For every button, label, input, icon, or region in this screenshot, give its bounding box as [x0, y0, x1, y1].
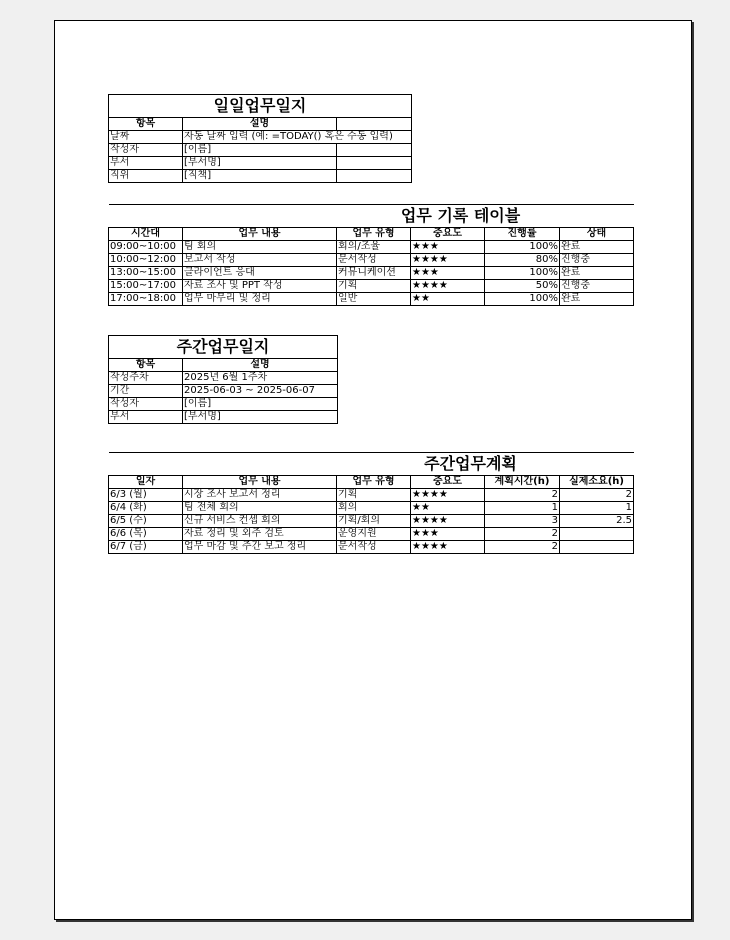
- table-row: [109, 144, 412, 157]
- cell[interactable]: [부서명]: [183, 157, 337, 170]
- column-header: 항목: [109, 118, 183, 131]
- cell[interactable]: 100%: [485, 293, 560, 306]
- cell[interactable]: ★★★★: [411, 489, 485, 502]
- column-header: 중요도: [411, 228, 485, 241]
- column-header: 중요도: [411, 476, 485, 489]
- table-row: [109, 541, 634, 554]
- cell[interactable]: 문서작성: [337, 254, 411, 267]
- column-header: 업무 내용: [183, 228, 337, 241]
- cell[interactable]: 3: [485, 515, 560, 528]
- cell[interactable]: [560, 541, 634, 554]
- column-header: 업무 내용: [183, 476, 337, 489]
- cell[interactable]: 완료: [560, 293, 634, 306]
- cell[interactable]: ★★: [411, 502, 485, 515]
- cell[interactable]: ★★★★: [411, 541, 485, 554]
- cell[interactable]: [부서명]: [183, 411, 338, 424]
- column-header: 실제소요(h): [560, 476, 634, 489]
- cell[interactable]: 1: [485, 502, 560, 515]
- table-row: [109, 489, 634, 502]
- cell[interactable]: 보고서 작성: [183, 254, 337, 267]
- cell[interactable]: 2.5: [560, 515, 634, 528]
- cell[interactable]: 진행중: [560, 254, 634, 267]
- cell[interactable]: 기획/회의: [337, 515, 411, 528]
- cell[interactable]: 6/6 (목): [109, 528, 183, 541]
- daily-log-title: 일일업무일지: [109, 95, 412, 118]
- cell[interactable]: 기간: [109, 385, 183, 398]
- cell[interactable]: 팀 전체 회의: [183, 502, 337, 515]
- cell[interactable]: 작성주차: [109, 372, 183, 385]
- cell[interactable]: 09:00~10:00: [109, 241, 183, 254]
- column-header: 계획시간(h): [485, 476, 560, 489]
- cell[interactable]: [560, 528, 634, 541]
- cell[interactable]: 80%: [485, 254, 560, 267]
- cell[interactable]: 2: [485, 528, 560, 541]
- cell[interactable]: 직위: [109, 170, 183, 183]
- cell[interactable]: 자동 날짜 입력 (예: =TODAY() 혹은 수동 입력): [183, 131, 412, 144]
- cell[interactable]: 업무 마무리 및 정리: [183, 293, 337, 306]
- cell[interactable]: 클라이언트 응대: [183, 267, 337, 280]
- table-row: [109, 515, 634, 528]
- column-header: 항목: [109, 359, 183, 372]
- table-row: [109, 131, 412, 144]
- cell[interactable]: ★★★: [411, 267, 485, 280]
- cell[interactable]: 2: [560, 489, 634, 502]
- cell[interactable]: 팀 회의: [183, 241, 337, 254]
- cell[interactable]: 작성자: [109, 398, 183, 411]
- cell[interactable]: ★★★★: [411, 515, 485, 528]
- weekly-log-title: 주간업무일지: [109, 336, 338, 359]
- cell[interactable]: 6/3 (월): [109, 489, 183, 502]
- column-header: 업무 유형: [337, 228, 411, 241]
- table-row: [109, 170, 412, 183]
- weekly-log-table: [108, 335, 338, 424]
- table-row: [109, 372, 338, 385]
- cell[interactable]: ★★★: [411, 241, 485, 254]
- column-header: 설명: [183, 359, 338, 372]
- cell[interactable]: 회의: [337, 502, 411, 515]
- column-header: 설명: [183, 118, 337, 131]
- column-header: 업무 유형: [337, 476, 411, 489]
- work-log-table: [108, 204, 634, 306]
- cell[interactable]: [이름]: [183, 398, 338, 411]
- cell[interactable]: 진행중: [560, 280, 634, 293]
- weekly-plan-table: [108, 452, 634, 554]
- cell[interactable]: ★★★★: [411, 280, 485, 293]
- work-log-title: 업무 기록 테이블: [109, 205, 634, 228]
- cell[interactable]: 날짜: [109, 131, 183, 144]
- cell[interactable]: 운영지원: [337, 528, 411, 541]
- spreadsheet-page: [54, 20, 692, 920]
- column-header: 진행률: [485, 228, 560, 241]
- cell[interactable]: 6/7 (금): [109, 541, 183, 554]
- cell[interactable]: 17:00~18:00: [109, 293, 183, 306]
- cell[interactable]: 자료 정리 및 외주 검토: [183, 528, 337, 541]
- cell[interactable]: ★★★: [411, 528, 485, 541]
- table-row: [109, 267, 634, 280]
- cell[interactable]: 13:00~15:00: [109, 267, 183, 280]
- cell[interactable]: ★★★★: [411, 254, 485, 267]
- cell[interactable]: 회의/조율: [337, 241, 411, 254]
- cell[interactable]: [직책]: [183, 170, 337, 183]
- column-header: 상태: [560, 228, 634, 241]
- weekly-plan-title: 주간업무계획: [109, 453, 634, 476]
- cell[interactable]: 부서: [109, 157, 183, 170]
- table-row: [109, 528, 634, 541]
- table-row: [109, 293, 634, 306]
- cell[interactable]: 2025년 6월 1주차: [183, 372, 338, 385]
- cell[interactable]: 100%: [485, 241, 560, 254]
- cell[interactable]: 커뮤니케이션: [337, 267, 411, 280]
- daily-log-table: [108, 94, 412, 183]
- cell[interactable]: 2: [485, 541, 560, 554]
- cell[interactable]: 업무 마감 및 주간 보고 정리: [183, 541, 337, 554]
- cell[interactable]: [이름]: [183, 144, 337, 157]
- cell[interactable]: 부서: [109, 411, 183, 424]
- table-row: [109, 254, 634, 267]
- cell[interactable]: 시장 조사 보고서 정리: [183, 489, 337, 502]
- cell[interactable]: 기획: [337, 280, 411, 293]
- table-row: [109, 411, 338, 424]
- cell[interactable]: 6/5 (수): [109, 515, 183, 528]
- cell[interactable]: 문서작성: [337, 541, 411, 554]
- column-header: 일자: [109, 476, 183, 489]
- cell[interactable]: 신규 서비스 컨셉 회의: [183, 515, 337, 528]
- cell[interactable]: 15:00~17:00: [109, 280, 183, 293]
- table-row: [109, 398, 338, 411]
- table-row: [109, 280, 634, 293]
- table-row: [109, 241, 634, 254]
- cell[interactable]: 10:00~12:00: [109, 254, 183, 267]
- table-row: [109, 157, 412, 170]
- column-header: 시간대: [109, 228, 183, 241]
- cell[interactable]: 2025-06-03 ~ 2025-06-07: [183, 385, 338, 398]
- cell[interactable]: ★★: [411, 293, 485, 306]
- table-row: [109, 502, 634, 515]
- cell[interactable]: 완료: [560, 241, 634, 254]
- table-row: [109, 385, 338, 398]
- cell[interactable]: 50%: [485, 280, 560, 293]
- cell[interactable]: 기획: [337, 489, 411, 502]
- cell[interactable]: 일반: [337, 293, 411, 306]
- cell[interactable]: 100%: [485, 267, 560, 280]
- cell[interactable]: 완료: [560, 267, 634, 280]
- cell[interactable]: 2: [485, 489, 560, 502]
- cell[interactable]: 1: [560, 502, 634, 515]
- cell[interactable]: 자료 조사 및 PPT 작성: [183, 280, 337, 293]
- cell[interactable]: 작성자: [109, 144, 183, 157]
- cell[interactable]: 6/4 (화): [109, 502, 183, 515]
